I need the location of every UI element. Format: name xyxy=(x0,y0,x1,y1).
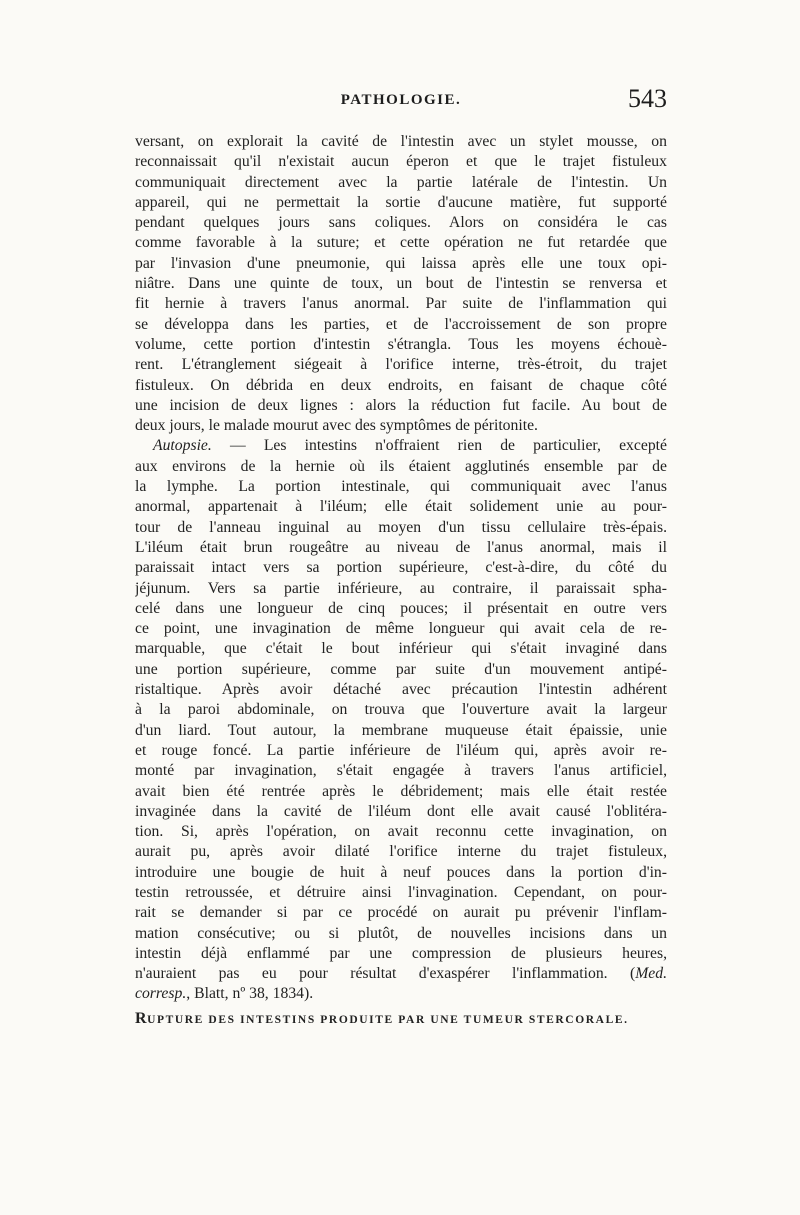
text-line: L'iléum était brun rougeâtre au niveau de l'anus anormal, mais il xyxy=(135,538,667,556)
text-line: se développa dans les parties, et de l'accroissement de son propre xyxy=(135,315,667,333)
text-line: invaginée dans la cavité de l'iléum dont elle avait causé l'oblitéra- xyxy=(135,802,667,820)
text-line: testin retroussée, et détruire ainsi l'invagination. Cependant, on pour- xyxy=(135,883,667,901)
text-line: appareil, qui ne permettait la sortie d'aucune matière, fut supporté xyxy=(135,193,667,211)
citation-details: , Blatt, nº 38, 1834). xyxy=(186,985,314,1003)
section-heading-initial: R xyxy=(135,1009,148,1027)
text-line: communiquait directement avec la partie latérale de l'intestin. Un xyxy=(135,173,667,191)
text-line: aux environs de la hernie où ils étaient agglutinés ensemble par de xyxy=(135,457,667,475)
text-line: versant, on explorait la cavité de l'intestin avec un stylet mousse, on xyxy=(135,133,667,150)
text-line: niâtre. Dans une quinte de toux, un bout de l'intestin se renversa et xyxy=(135,275,667,293)
text-line: ce point, une invagination de même longueur qui avait cela de re- xyxy=(135,620,667,638)
text-line: reconnaissait qu'il n'existait aucun éperon et que le trajet fistuleux xyxy=(135,153,667,171)
text-line: aurait pu, après avoir dilaté l'orifice interne du trajet fistuleux, xyxy=(135,843,667,861)
text-line: à la paroi abdominale, on trouva que l'ouverture avait la largeur xyxy=(135,701,667,719)
text-line: d'un liard. Tout autour, la membrane muqueuse était épaissie, unie xyxy=(135,721,667,739)
text-line: intestin déjà enflammé par une compression de plusieurs heures, xyxy=(135,944,667,962)
autopsie-first-line xyxy=(135,436,667,456)
text-line: rait se demander si par ce procédé on aurait pu prévenir l'inflam- xyxy=(135,904,667,922)
text-line: rent. L'étranglement siégeait à l'orifice interne, très-étroit, du trajet xyxy=(135,356,667,374)
citation-journal: Med. xyxy=(635,965,667,983)
section-heading-text: UPTURE DES INTESTINS PRODUITE PAR UNE TUMEUR STERCORALE. xyxy=(147,1013,629,1026)
text-line: par l'invasion d'une pneumonie, qui laissa après elle une toux opi- xyxy=(135,254,667,272)
autopsie-first-line-text: — Les intestins n'offraient rien de particulier, excepté xyxy=(211,437,667,455)
text-line: paraissait intact vers sa portion supérieure, c'est-à-dire, du côté du xyxy=(135,559,667,577)
text-line: comme favorable à la suture; et cette opération ne fut retardée que xyxy=(135,234,667,252)
text-line: anormal, appartenait à l'iléum; elle était solidement unie au pour- xyxy=(135,498,667,516)
citation-journal-cont: corresp. xyxy=(135,985,187,1003)
text-line: une portion supérieure, comme par suite d'un mouvement antipé- xyxy=(135,660,667,678)
running-head: PATHOLOGIE. xyxy=(340,92,462,108)
text-line: marquable, que c'était le bout inférieur qui s'était invaginé dans xyxy=(135,640,667,658)
section-heading xyxy=(135,1009,667,1029)
text-line: volume, cette portion d'intestin s'étrangla. Tous les moyens échouè- xyxy=(135,335,667,353)
text-line: fit hernie à travers l'anus anormal. Par suite de l'inflammation qui xyxy=(135,295,667,313)
text-line: monté par invagination, s'était engagée à travers l'anus artificiel, xyxy=(135,762,667,780)
page-header xyxy=(135,86,667,126)
text-line: celé dans une longueur de cinq pouces; il présentait en outre vers xyxy=(135,599,667,617)
text-line: pendant quelques jours sans coliques. Alors on considéra le cas xyxy=(135,214,667,232)
citation-text: n'auraient pas eu pour résultat d'exaspérer l'inflammation. ( xyxy=(135,965,636,983)
text-line: la lymphe. La portion intestinale, qui communiquait avec l'anus xyxy=(135,478,667,496)
body-text xyxy=(135,132,667,1029)
text-line: fistuleux. On débrida en deux endroits, en faisant de chaque côté xyxy=(135,376,667,394)
page-number: 543 xyxy=(628,84,667,113)
text-line: une incision de deux lignes : alors la réduction fut facile. Au bout de xyxy=(135,396,667,414)
text-line: mation consécutive; ou si plutôt, de nouvelles incisions dans un xyxy=(135,924,667,942)
text-line: tion. Si, après l'opération, on avait reconnu cette invagination, on xyxy=(135,823,667,841)
citation-line xyxy=(135,964,667,984)
text-line: avait bien été rentrée après le débridement; mais elle était restée xyxy=(135,782,667,800)
text-line: tour de l'anneau inguinal au moyen d'un tissu cellulaire très-épais. xyxy=(135,518,667,536)
text-line: jéjunum. Vers sa partie inférieure, au contraire, il paraissait spha- xyxy=(135,579,667,597)
text-line: deux jours, le malade mourut avec des symptômes de péritonite. xyxy=(135,417,538,435)
text-line: introduire une bougie de huit à neuf pouces dans la portion d'in- xyxy=(135,863,667,881)
text-line: ristaltique. Après avoir détaché avec précaution l'intestin adhérent xyxy=(135,681,667,699)
citation-line xyxy=(135,984,667,1004)
autopsie-label: Autopsie. xyxy=(153,437,212,455)
text-line: et rouge foncé. La partie inférieure de l'iléum qui, après avoir re- xyxy=(135,741,667,759)
